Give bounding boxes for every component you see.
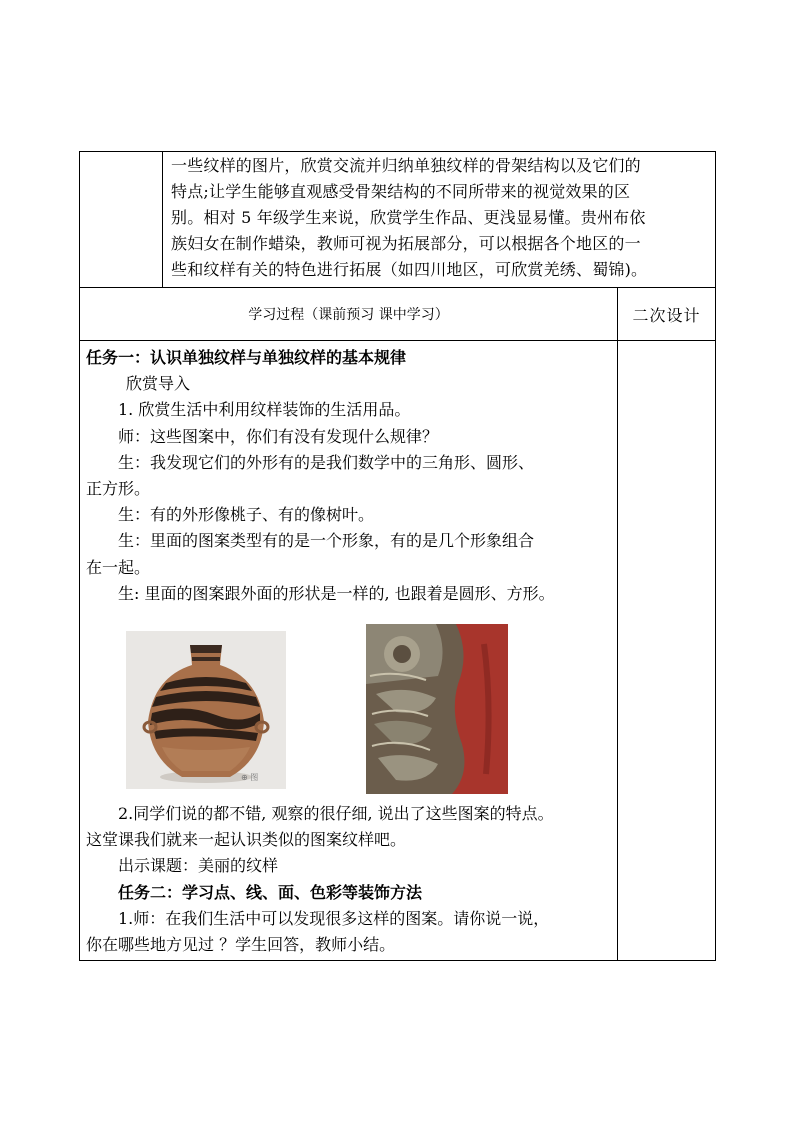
- show-topic: 出示课题：美丽的纹样: [118, 856, 279, 876]
- bronze-relief-detail-icon: [366, 624, 508, 794]
- task1-title: 任务一：认识单独纹样与单独纹样的基本规律: [86, 348, 407, 367]
- process-header: 学习过程（课前预习 课中学习）: [80, 288, 618, 341]
- lesson-plan-table: [79, 151, 716, 961]
- student-answer-4: 生: 里面的图案跟外面的形状是一样的, 也跟着是圆形、方形。: [118, 583, 555, 603]
- appreciate-label: 欣赏导入: [126, 374, 191, 394]
- top-left-cell: [80, 152, 163, 288]
- task2-step1: 1.师：在我们生活中可以发现很多这样的图案。请你说一说，: [118, 908, 550, 928]
- student-answer-2: 生：有的外形像桃子、有的像树叶。: [118, 505, 375, 525]
- student-answer-3-cont: 在一起。: [86, 557, 151, 577]
- task2-title: 任务二：学习点、线、面、色彩等装饰方法: [118, 882, 423, 902]
- top-line: 些和纹样有关的特色进行拓展（如四川地区，可欣赏羌绣、蜀锦)。: [171, 260, 648, 279]
- top-row: [80, 152, 716, 288]
- step2-text: 2.同学们说的都不错, 观察的很仔细, 说出了这些图案的特点。: [118, 804, 554, 824]
- second-design-cell: [618, 341, 716, 961]
- step2-text-cont: 这堂课我们就来一起认识类似的图案纹样吧。: [86, 830, 407, 850]
- example-images: [86, 619, 611, 799]
- top-line: 族妇女在制作蜡染，教师可视为拓展部分，可以根据各个地区的一: [171, 234, 641, 253]
- top-text-cell: [163, 152, 716, 288]
- top-line: 别。相对 5 年级学生来说，欣赏学生作品、更浅显易懂。贵州布依: [171, 208, 646, 227]
- painted-pottery-jar-icon: [126, 631, 286, 789]
- top-line: 特点;让学生能够直观感受骨架结构的不同所带来的视觉效果的区: [171, 182, 631, 201]
- header-row: [80, 288, 716, 341]
- body-row: [80, 341, 716, 961]
- teacher-question: 师：这些图案中，你们有没有发现什么规律？: [118, 426, 439, 446]
- student-answer-1: 生：我发现它们的外形有的是我们数学中的三角形、圆形、: [118, 452, 535, 472]
- task2-step1-cont: 你在哪些地方见过 ？学生回答，教师小结。: [86, 935, 396, 955]
- image-watermark: ⊕ 图: [241, 773, 259, 783]
- top-line: 一些纹样的图片，欣赏交流并归纳单独纹样的骨架结构以及它们的: [171, 156, 641, 175]
- second-design-header: 二次设计: [618, 288, 716, 341]
- student-answer-3: 生：里面的图案类型有的是一个形象，有的是几个形象组合: [118, 531, 535, 551]
- process-content: [80, 341, 618, 961]
- student-answer-1-cont: 正方形。: [86, 479, 151, 499]
- step1-text: 1. 欣赏生活中利用纹样装饰的生活用品。: [118, 400, 411, 420]
